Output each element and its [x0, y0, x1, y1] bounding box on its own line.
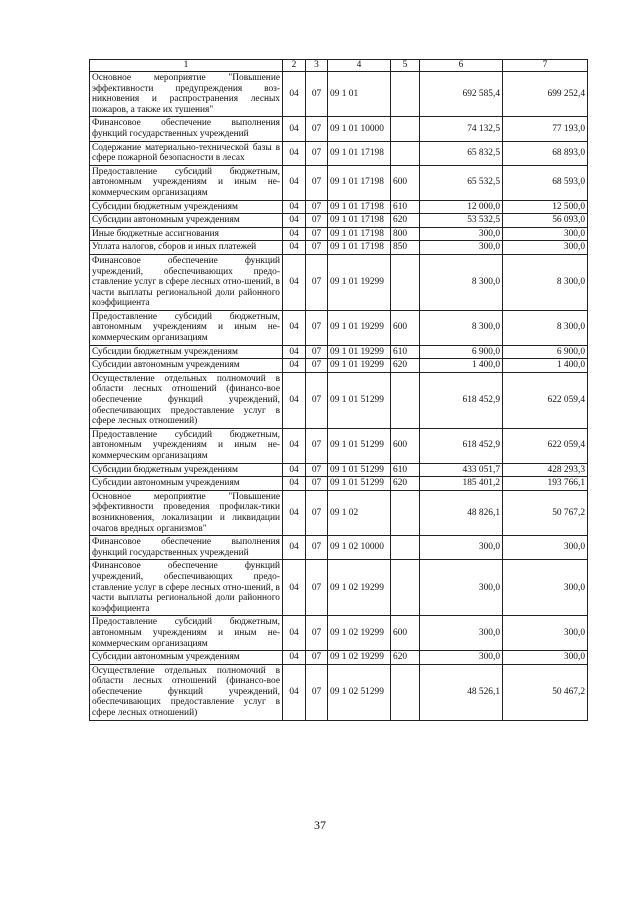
cell-name: Субсидии автономным учреждениям	[90, 359, 283, 373]
cell-name: Субсидии автономным учреждениям	[90, 651, 283, 665]
table-header-row	[90, 60, 588, 72]
cell-amount-year2: 300,0	[503, 560, 588, 616]
cell-amount-year1: 1 400,0	[420, 359, 503, 373]
column-header: 3	[306, 60, 328, 72]
cell-section: 04	[283, 651, 306, 665]
cell-name: Предоставление субсидий бюджетным, автономным учреждениям и иным не-коммерческим организациям	[90, 310, 283, 345]
cell-amount-year2: 12 500,0	[503, 200, 588, 214]
cell-expense-type: 610	[391, 463, 420, 477]
table-row	[90, 310, 588, 345]
cell-subsection: 07	[306, 227, 328, 241]
cell-section: 04	[283, 200, 306, 214]
cell-amount-year2: 77 193,0	[503, 117, 588, 141]
cell-subsection: 07	[306, 651, 328, 665]
cell-expense-type	[391, 117, 420, 141]
cell-name: Финансовое обеспечение функций учреждений, обеспечивающих предо-ставление услуг в сфере лесных отно-шений, в части выплаты региональной доли районного коэффициента	[90, 254, 283, 310]
table-row	[90, 651, 588, 665]
cell-amount-year2: 300,0	[503, 227, 588, 241]
table-row	[90, 490, 588, 535]
cell-subsection: 07	[306, 165, 328, 200]
cell-subsection: 07	[306, 72, 328, 117]
cell-subsection: 07	[306, 477, 328, 491]
table-row	[90, 141, 588, 165]
cell-name: Основное мероприятие "Повышение эффективности проведения профилак-тики возникновения, локализации и ликвидации очагов вредных организмов"	[90, 490, 283, 535]
cell-subsection: 07	[306, 241, 328, 255]
cell-name: Финансовое обеспечение выполнения функций государственных учреждений	[90, 117, 283, 141]
cell-section: 04	[283, 664, 306, 720]
cell-amount-year2: 622 059,4	[503, 428, 588, 463]
cell-target-code: 09 1 01 17198	[328, 165, 391, 200]
cell-section: 04	[283, 560, 306, 616]
cell-section: 04	[283, 72, 306, 117]
cell-section: 04	[283, 359, 306, 373]
cell-name: Содержание материально-технической базы в сфере пожарной безопасности в лесах	[90, 141, 283, 165]
cell-section: 04	[283, 428, 306, 463]
table-row	[90, 72, 588, 117]
cell-target-code: 09 1 01 17198	[328, 200, 391, 214]
document-page	[89, 59, 587, 721]
cell-name: Предоставление субсидий бюджетным, автономным учреждениям и иным не-коммерческим организациям	[90, 428, 283, 463]
column-header: 1	[90, 60, 283, 72]
cell-amount-year2: 300,0	[503, 616, 588, 651]
cell-amount-year2: 300,0	[503, 536, 588, 560]
cell-subsection: 07	[306, 490, 328, 535]
cell-name: Финансовое обеспечение выполнения функций государственных учреждений	[90, 536, 283, 560]
cell-amount-year2: 193 766,1	[503, 477, 588, 491]
cell-subsection: 07	[306, 345, 328, 359]
cell-target-code: 09 1 01 19299	[328, 310, 391, 345]
cell-name: Осуществление отдельных полномочий в области лесных отношений (финансо-вое обеспечение функций учреждений, обеспечивающих предоставление услуг в сфере лесных отношений)	[90, 372, 283, 428]
cell-target-code: 09 1 02 19299	[328, 651, 391, 665]
table-row	[90, 200, 588, 214]
cell-amount-year1: 48 826,1	[420, 490, 503, 535]
cell-expense-type	[391, 372, 420, 428]
cell-section: 04	[283, 254, 306, 310]
cell-section: 04	[283, 141, 306, 165]
cell-amount-year2: 8 300,0	[503, 310, 588, 345]
cell-expense-type	[391, 664, 420, 720]
cell-subsection: 07	[306, 463, 328, 477]
cell-expense-type	[391, 490, 420, 535]
cell-section: 04	[283, 345, 306, 359]
table-row	[90, 241, 588, 255]
cell-amount-year1: 300,0	[420, 651, 503, 665]
cell-subsection: 07	[306, 372, 328, 428]
cell-target-code: 09 1 02 10000	[328, 536, 391, 560]
cell-amount-year1: 618 452,9	[420, 428, 503, 463]
cell-section: 04	[283, 477, 306, 491]
cell-amount-year2: 8 300,0	[503, 254, 588, 310]
cell-subsection: 07	[306, 254, 328, 310]
cell-subsection: 07	[306, 560, 328, 616]
table-row	[90, 345, 588, 359]
cell-amount-year2: 1 400,0	[503, 359, 588, 373]
cell-subsection: 07	[306, 200, 328, 214]
cell-target-code: 09 1 01 19299	[328, 345, 391, 359]
cell-target-code: 09 1 01 51299	[328, 428, 391, 463]
cell-target-code: 09 1 01 10000	[328, 117, 391, 141]
cell-name: Субсидии бюджетным учреждениям	[90, 200, 283, 214]
cell-expense-type: 610	[391, 200, 420, 214]
cell-subsection: 07	[306, 664, 328, 720]
cell-amount-year2: 300,0	[503, 241, 588, 255]
cell-amount-year1: 65 832,5	[420, 141, 503, 165]
cell-target-code: 09 1 01 51299	[328, 463, 391, 477]
table-row	[90, 214, 588, 228]
cell-subsection: 07	[306, 117, 328, 141]
cell-section: 04	[283, 165, 306, 200]
column-header: 4	[328, 60, 391, 72]
cell-amount-year2: 300,0	[503, 651, 588, 665]
cell-section: 04	[283, 117, 306, 141]
cell-expense-type: 620	[391, 214, 420, 228]
cell-name: Субсидии автономным учреждениям	[90, 214, 283, 228]
cell-name: Субсидии автономным учреждениям	[90, 477, 283, 491]
cell-name: Основное мероприятие "Повышение эффективности предупреждения воз-никновения и распространения лесных пожаров, а также их тушения"	[90, 72, 283, 117]
table-row	[90, 477, 588, 491]
table-row	[90, 463, 588, 477]
cell-expense-type	[391, 254, 420, 310]
cell-target-code: 09 1 01 17198	[328, 227, 391, 241]
cell-expense-type	[391, 560, 420, 616]
table-body	[90, 72, 588, 721]
cell-target-code: 09 1 01 51299	[328, 477, 391, 491]
cell-target-code: 09 1 02 19299	[328, 560, 391, 616]
table-row	[90, 117, 588, 141]
cell-amount-year2: 68 893,0	[503, 141, 588, 165]
cell-target-code: 09 1 02 19299	[328, 616, 391, 651]
cell-expense-type: 600	[391, 165, 420, 200]
cell-subsection: 07	[306, 359, 328, 373]
column-header: 2	[283, 60, 306, 72]
cell-expense-type: 620	[391, 477, 420, 491]
cell-amount-year1: 185 401,2	[420, 477, 503, 491]
table-row	[90, 165, 588, 200]
cell-amount-year1: 618 452,9	[420, 372, 503, 428]
cell-expense-type: 620	[391, 359, 420, 373]
cell-target-code: 09 1 01 17198	[328, 214, 391, 228]
cell-amount-year2: 428 293,3	[503, 463, 588, 477]
cell-name: Субсидии бюджетным учреждениям	[90, 463, 283, 477]
cell-section: 04	[283, 536, 306, 560]
cell-target-code: 09 1 02 51299	[328, 664, 391, 720]
cell-subsection: 07	[306, 428, 328, 463]
cell-section: 04	[283, 490, 306, 535]
table-row	[90, 359, 588, 373]
page-number: 37	[314, 818, 326, 832]
cell-expense-type	[391, 72, 420, 117]
cell-name: Предоставление субсидий бюджетным, автономным учреждениям и иным не-коммерческим организациям	[90, 165, 283, 200]
cell-amount-year1: 300,0	[420, 227, 503, 241]
cell-amount-year1: 692 585,4	[420, 72, 503, 117]
table-row	[90, 428, 588, 463]
cell-amount-year1: 48 526,1	[420, 664, 503, 720]
cell-section: 04	[283, 372, 306, 428]
cell-amount-year2: 56 093,0	[503, 214, 588, 228]
cell-expense-type: 620	[391, 651, 420, 665]
cell-target-code: 09 1 01 19299	[328, 254, 391, 310]
cell-section: 04	[283, 214, 306, 228]
table-row	[90, 664, 588, 720]
cell-amount-year1: 433 051,7	[420, 463, 503, 477]
table-row	[90, 560, 588, 616]
cell-amount-year1: 300,0	[420, 616, 503, 651]
cell-amount-year2: 50 467,2	[503, 664, 588, 720]
cell-section: 04	[283, 463, 306, 477]
cell-expense-type: 600	[391, 428, 420, 463]
cell-amount-year1: 6 900,0	[420, 345, 503, 359]
cell-target-code: 09 1 01 17198	[328, 141, 391, 165]
cell-expense-type: 600	[391, 616, 420, 651]
cell-subsection: 07	[306, 141, 328, 165]
cell-amount-year1: 8 300,0	[420, 310, 503, 345]
cell-expense-type: 600	[391, 310, 420, 345]
cell-name: Финансовое обеспечение функций учреждений, обеспечивающих предо-ставление услуг в сфере лесных отно-шений, в части выплаты региональной доли районного коэффициента	[90, 560, 283, 616]
cell-target-code: 09 1 01 17198	[328, 241, 391, 255]
cell-expense-type	[391, 141, 420, 165]
cell-expense-type: 610	[391, 345, 420, 359]
cell-amount-year1: 8 300,0	[420, 254, 503, 310]
cell-amount-year1: 300,0	[420, 536, 503, 560]
table-row	[90, 616, 588, 651]
cell-target-code: 09 1 02	[328, 490, 391, 535]
column-header: 7	[503, 60, 588, 72]
column-header: 6	[420, 60, 503, 72]
cell-amount-year2: 699 252,4	[503, 72, 588, 117]
cell-name: Предоставление субсидий бюджетным, автономным учреждениям и иным не-коммерческим организациям	[90, 616, 283, 651]
table-row	[90, 536, 588, 560]
cell-expense-type: 800	[391, 227, 420, 241]
cell-amount-year1: 65 532,5	[420, 165, 503, 200]
cell-expense-type	[391, 536, 420, 560]
cell-amount-year2: 68 593,0	[503, 165, 588, 200]
cell-name: Осуществление отдельных полномочий в области лесных отношений (финансо-вое обеспечение функций учреждений, обеспечивающих предоставление услуг в сфере лесных отношений)	[90, 664, 283, 720]
cell-subsection: 07	[306, 616, 328, 651]
cell-target-code: 09 1 01 51299	[328, 372, 391, 428]
budget-table	[89, 59, 588, 721]
cell-subsection: 07	[306, 310, 328, 345]
cell-section: 04	[283, 310, 306, 345]
cell-subsection: 07	[306, 214, 328, 228]
table-row	[90, 254, 588, 310]
cell-amount-year2: 6 900,0	[503, 345, 588, 359]
cell-expense-type: 850	[391, 241, 420, 255]
cell-subsection: 07	[306, 536, 328, 560]
cell-name: Иные бюджетные ассигнования	[90, 227, 283, 241]
column-header: 5	[391, 60, 420, 72]
table-row	[90, 227, 588, 241]
cell-target-code: 09 1 01 19299	[328, 359, 391, 373]
cell-amount-year2: 50 767,2	[503, 490, 588, 535]
cell-amount-year1: 12 000,0	[420, 200, 503, 214]
cell-target-code: 09 1 01	[328, 72, 391, 117]
cell-amount-year2: 622 059,4	[503, 372, 588, 428]
cell-amount-year1: 53 532,5	[420, 214, 503, 228]
table-row	[90, 372, 588, 428]
cell-amount-year1: 300,0	[420, 241, 503, 255]
cell-section: 04	[283, 227, 306, 241]
cell-name: Субсидии бюджетным учреждениям	[90, 345, 283, 359]
cell-name: Уплата налогов, сборов и иных платежей	[90, 241, 283, 255]
cell-section: 04	[283, 241, 306, 255]
cell-amount-year1: 300,0	[420, 560, 503, 616]
cell-amount-year1: 74 132,5	[420, 117, 503, 141]
cell-section: 04	[283, 616, 306, 651]
